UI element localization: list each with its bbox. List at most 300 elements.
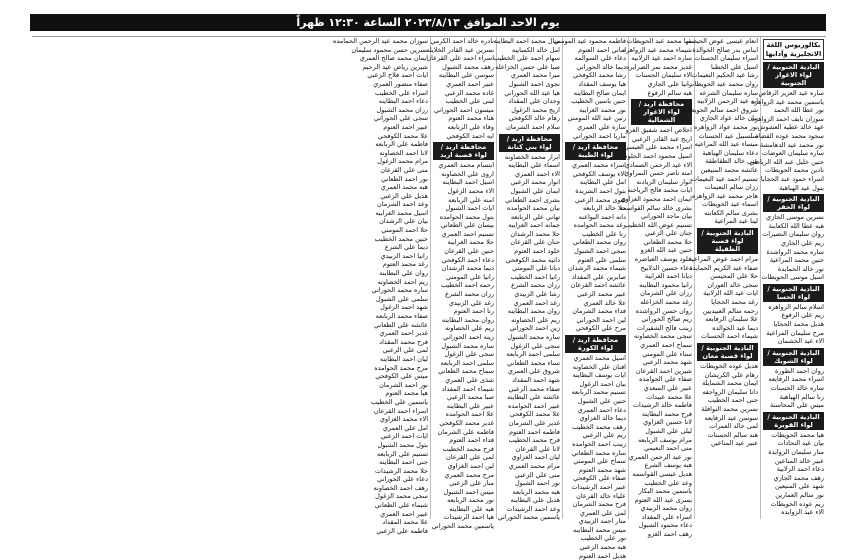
candidate-name: بشرى احمد الطعاني bbox=[505, 195, 560, 204]
candidate-name: نور علي الخطيب bbox=[580, 534, 626, 543]
candidate-name: سماح علي المومني bbox=[573, 457, 626, 466]
candidate-name: دانيه محمد الكوفحي bbox=[505, 255, 560, 264]
candidate-name: منار سليمان الزوايدة bbox=[768, 448, 824, 456]
program-title bbox=[763, 39, 824, 60]
candidate-name: رهف احمد الخصاونه bbox=[373, 483, 428, 492]
column-5 bbox=[493, 37, 562, 522]
candidate-name: وعد احمد الرشيدات bbox=[506, 504, 560, 513]
candidate-name: رهف محمد الجازي bbox=[773, 473, 824, 482]
candidate-name: ساره علي العمري bbox=[577, 122, 626, 131]
candidate-name: ديما خالد الحوراني bbox=[576, 62, 626, 71]
candidate-name: امل خالد الكسايبه bbox=[511, 45, 560, 54]
candidate-name: هديل علي الزعبي bbox=[380, 191, 428, 200]
name-columns bbox=[32, 36, 826, 560]
candidate-name: منار علي الزعبي bbox=[449, 479, 494, 488]
candidate-name: فداء محمد الشرمان bbox=[572, 307, 626, 316]
candidate-name: لين احمد الغزاوي bbox=[447, 461, 494, 470]
candidate-name: تسنيم عوض الله الخطيب bbox=[623, 220, 692, 229]
candidate-name: سماح محمد الطعاني bbox=[438, 367, 494, 376]
candidate-name: نور محمد الغرايبه bbox=[579, 105, 626, 114]
candidate-name: سهام احمد علي الخطيب bbox=[493, 54, 560, 63]
candidate-name: ماريا احمد الحوراني bbox=[572, 131, 626, 140]
candidate-name: عبير علي السعدي bbox=[643, 383, 692, 392]
candidate-name: رانيا علي المومني bbox=[445, 272, 494, 281]
candidate-name: رنا علي الخطيب bbox=[581, 229, 626, 238]
candidate-name: رانيا علي الجازي bbox=[647, 79, 692, 88]
candidate-name: روان محمد البطاينه bbox=[441, 315, 494, 324]
candidate-name: شروق احمد سالم الحويطات bbox=[681, 105, 758, 114]
column-6 bbox=[426, 37, 496, 531]
candidate-name: عبير احمد العمري bbox=[446, 79, 494, 88]
candidate-name: اسراء محمد علي العيسى bbox=[623, 143, 692, 152]
candidate-name: سناء محمد الطعاني bbox=[507, 358, 560, 367]
candidate-name: صفاء عيد الكريم الحمايدة bbox=[689, 263, 758, 272]
candidate-name: اريج عبد القادر الزعبي bbox=[631, 134, 692, 143]
candidate-name: ميرا محمد العمري bbox=[510, 71, 560, 80]
candidate-name: فرح محمد الشرمان bbox=[572, 500, 626, 509]
candidate-name: يسرى عيد الله العتوم bbox=[634, 495, 692, 504]
candidate-name: روان محمد عيد الحويطات bbox=[688, 79, 758, 88]
candidate-name: هبه علي البطاينه bbox=[449, 504, 494, 513]
candidate-name: حنين علي القرعان bbox=[444, 247, 494, 256]
candidate-name: ايات عيد الله الزلابية bbox=[703, 289, 758, 298]
column-2 bbox=[681, 37, 760, 519]
candidate-name: علياء خالد القرعان bbox=[576, 491, 626, 500]
candidate-name: صبا محمد الزعبي bbox=[446, 393, 494, 402]
candidate-name: سجى محمد الخصاونه bbox=[633, 332, 692, 341]
candidate-name: صفاء منصور العمري bbox=[373, 79, 428, 88]
candidate-name: عائشه محمد المنيعين bbox=[700, 165, 758, 174]
candidate-name: ريم احمد الخصاونه bbox=[377, 277, 428, 286]
candidate-name: بتول محمد الشبول bbox=[377, 440, 428, 449]
candidate-name: علا خالد العمري bbox=[583, 298, 626, 307]
candidate-name: دعاء سليمان الهباهبة bbox=[702, 148, 758, 157]
candidate-name: عائشه علي البطاينه bbox=[507, 393, 560, 402]
candidate-name: حلا خالد الربابعه bbox=[582, 204, 626, 213]
candidate-name: روان محمد الطعاني bbox=[572, 238, 626, 247]
candidate-name: دانه احمد البواعنه bbox=[578, 212, 626, 221]
candidate-name: سوزان محمد عيد الرحمن الحمامده bbox=[332, 37, 428, 45]
candidate-name: جنى احمد الخطيب bbox=[707, 396, 758, 405]
candidate-name: هبه سالم الرفوع bbox=[647, 88, 692, 97]
candidate-name: نور احمد الطعاني bbox=[381, 174, 428, 183]
candidate-name: فاطمه احمد العتوم bbox=[509, 427, 560, 436]
candidate-name: عائشه احمد القرعان bbox=[570, 281, 626, 290]
candidate-name: سلمى علي العتوم bbox=[577, 255, 626, 264]
candidate-name: ايات يوسف البطاينه bbox=[572, 371, 626, 380]
candidate-name: ابرار محمد الخصاونه bbox=[504, 152, 560, 161]
candidate-name: هبه محمد الربابعه bbox=[512, 487, 560, 496]
candidate-name: فداء احمد العتوم bbox=[449, 436, 494, 445]
candidate-name: انوار سليمان الزيادنه bbox=[636, 177, 692, 186]
candidate-name: شيماء احمد المقداد bbox=[441, 384, 494, 393]
region-heading: محافظة اربد / لواء بني كنانة bbox=[499, 134, 560, 152]
candidate-name: سلمى علي الشبول bbox=[376, 294, 428, 303]
candidate-name: اسراء حمود عبد الحجايا bbox=[760, 174, 824, 183]
candidate-name: هديل علي البطاينه bbox=[510, 496, 560, 505]
candidate-name: مرام محمد العمري bbox=[508, 461, 560, 470]
candidate-name: رزان محمد الشرع bbox=[445, 290, 494, 299]
candidate-name: نور سالم العمارين bbox=[775, 490, 824, 499]
candidate-name: لمى علي القرعان bbox=[445, 453, 494, 462]
candidate-name: حنين محمد الخطيب bbox=[374, 234, 428, 243]
candidate-name: بشرى خالد سالم القواسمه bbox=[619, 203, 692, 212]
candidate-name: ساره خالد الحسنات bbox=[770, 384, 824, 393]
candidate-name: الاء سليمان الحسنات bbox=[635, 71, 692, 80]
candidate-name: ميساء عيد الله المراعيه bbox=[694, 140, 758, 149]
candidate-name: وفاء علي الربابعه bbox=[447, 122, 494, 131]
candidate-name: مرح علي الكوفحي bbox=[575, 324, 626, 333]
candidate-name: رانيا احمد الزبيدي bbox=[380, 251, 428, 260]
candidate-name: سجى علي الزغول bbox=[510, 341, 560, 350]
candidate-name: مرام احمد عوض المراعية bbox=[688, 255, 758, 264]
candidate-name: نادين محمد الحويطات bbox=[764, 166, 824, 175]
candidate-name: حنين محمد المراعية bbox=[769, 256, 824, 265]
candidate-name: رهام علي الكريشان bbox=[704, 370, 758, 379]
candidate-name: فرح محمد البطاينه bbox=[641, 409, 692, 418]
candidate-name: غدير احمد العمري bbox=[379, 329, 428, 338]
candidate-name: اسماء عيد الحويطات bbox=[701, 200, 758, 209]
candidate-name: نسرين محمد النوافلة bbox=[701, 404, 758, 413]
candidate-name: اسلام سالم الزواهره bbox=[768, 302, 824, 311]
candidate-name: ياسمين محمد عيد الزواهره bbox=[751, 97, 824, 106]
candidate-name: نور محمد عواد الزواهره bbox=[693, 122, 758, 131]
candidate-name: شيماء محمد عيد الزواهره bbox=[622, 45, 692, 54]
candidate-name: روان محمد الزبيدي bbox=[640, 504, 692, 513]
candidate-name: اسراء علي الخطيب bbox=[375, 88, 428, 97]
candidate-name: روان محمد البطاينه bbox=[507, 307, 560, 316]
candidate-name: رغد علي الزبيدي bbox=[448, 298, 494, 307]
candidate-name: روان حسن الرواشده bbox=[635, 306, 692, 315]
candidate-name: امل علي البطاينه bbox=[579, 178, 626, 187]
candidate-name: اسيل موسى الحويطات bbox=[761, 273, 824, 282]
candidate-name: رهف محمد الشبول bbox=[442, 62, 494, 71]
candidate-name: ديانا علي المومني bbox=[512, 264, 560, 273]
candidate-name: هبه عطا الله الكعابنة bbox=[768, 221, 824, 230]
candidate-name: وجدان علي المقداد bbox=[508, 97, 560, 106]
candidate-name: ريم علي الخصاونه bbox=[445, 324, 494, 333]
candidate-name: ساره سليمان الشرعه bbox=[699, 88, 758, 97]
candidate-name: شروق علي العمري bbox=[507, 367, 560, 376]
candidate-name: حنين علي الشبول bbox=[577, 396, 626, 405]
candidate-name: رحمه سالم العبيديين bbox=[702, 306, 758, 315]
candidate-name: شيماء محمد الرشدان bbox=[568, 264, 626, 273]
candidate-name: شهد محمد العتوم bbox=[578, 465, 626, 474]
candidate-name: تسنيم علي الربابعه bbox=[376, 449, 428, 458]
candidate-name: الاء عيد الرحمن الصمادي bbox=[624, 160, 692, 169]
candidate-name: ياسمين محمد الحوراني bbox=[497, 513, 560, 522]
candidate-name: اسيل علي الخطبا bbox=[711, 62, 758, 71]
candidate-name: منال محمد احمد البطاينه bbox=[493, 37, 560, 45]
candidate-name: هديل محمد الحجايا bbox=[773, 320, 824, 329]
candidate-name: حلا محمد الغرايبه bbox=[447, 238, 494, 247]
candidate-name: منى خالد الطقاطقة bbox=[705, 157, 758, 166]
candidate-name: ليان احمد البطاينه bbox=[379, 354, 428, 363]
candidate-name: هبه محمد الزعبي bbox=[579, 543, 626, 552]
candidate-name: هبه محمد العمري bbox=[380, 183, 428, 192]
candidate-name: رهف محمد الخطيب bbox=[572, 422, 626, 431]
candidate-name: سلمى احمد الربابعه bbox=[506, 350, 560, 359]
candidate-name: غدير علي الشرمان bbox=[508, 418, 560, 427]
candidate-name: رغد محمد الخزاعله bbox=[640, 298, 692, 307]
candidate-name: منار احمد الزبيدي bbox=[578, 517, 626, 526]
candidate-name: جنان علي الزعبي bbox=[645, 229, 692, 238]
candidate-name: ديما علي الشرع bbox=[384, 243, 428, 252]
candidate-name: تسنيم احمد عيد النعيمات bbox=[690, 174, 758, 183]
candidate-name: بيان عيد النجادات bbox=[777, 439, 824, 448]
candidate-name: حنين خليل عبد الله الرياطي bbox=[749, 157, 824, 166]
candidate-name: مرام يوسف الربابعه bbox=[638, 435, 692, 444]
candidate-name: ايمان علي الشبول bbox=[510, 186, 560, 195]
candidate-name: شهد علي المنيعين bbox=[775, 482, 824, 491]
candidate-name: زينب فالح الشقيرات bbox=[636, 323, 692, 332]
candidate-name: ساره محمد الرواشدة bbox=[766, 247, 824, 256]
candidate-name: شيرين رياض عيد الرحيم bbox=[362, 62, 428, 71]
candidate-name: حنين عبد الله الغزو bbox=[640, 246, 692, 255]
column-1 bbox=[749, 37, 826, 519]
candidate-name: عبير محمد الزعبي bbox=[577, 290, 626, 299]
candidate-name: ياسمين محمد البكار bbox=[638, 487, 692, 496]
candidate-name: دعاء محمود الشبول bbox=[638, 521, 692, 530]
candidate-name: ساره محمد الشبول bbox=[507, 333, 560, 341]
candidate-name: ايمان محمد الشمايلة bbox=[702, 379, 758, 388]
region-heading: البادية الجنوبية / لواء الشوبك bbox=[763, 348, 824, 366]
region-heading: البادية الجنوبية / لواء الحسا bbox=[763, 284, 824, 302]
candidate-name: اسيل محمود احمد الحلوه bbox=[624, 151, 692, 160]
candidate-name: الاء عيد الخشمان bbox=[777, 337, 824, 346]
candidate-name: هديل عوده الحويطات bbox=[700, 362, 758, 370]
candidate-name: زينب احمد الحوامده bbox=[572, 439, 626, 448]
candidate-name: ليلى علي الشبول bbox=[645, 426, 692, 435]
candidate-name: جمانه احمد الغرايبه bbox=[508, 221, 560, 230]
candidate-name: علا احمد الحوامده bbox=[445, 410, 494, 419]
candidate-name: تسنيم محمد الربابعه bbox=[571, 388, 626, 397]
candidate-name: وعد احمد الشرمان bbox=[377, 200, 428, 209]
candidate-name: اسراء محمد الرفايعه bbox=[768, 375, 824, 384]
candidate-name: عبير خالد المناعين bbox=[774, 456, 824, 465]
candidate-name: ميس علي الكوفحي bbox=[375, 372, 428, 381]
candidate-name: بشرى سالم الكعابنه bbox=[704, 208, 758, 217]
candidate-name: ايات احمد الزعبي bbox=[380, 432, 428, 441]
candidate-name: عبير احمد الحوامده bbox=[508, 401, 560, 410]
candidate-name: الاء محمد الغزاوي bbox=[379, 415, 428, 424]
candidate-name: دعاء علي السوالمه bbox=[574, 54, 626, 63]
candidate-name: رانيا محمود البطاينه bbox=[639, 280, 692, 289]
header-title: يوم الاحد الموافق ٢٠٢٣/٨/١٣ الساعة ١٢:٣٠ ظهراً bbox=[296, 16, 560, 29]
candidate-name: رشا محمد الكوفحي bbox=[573, 71, 626, 80]
candidate-name: لينا عيد المراعية bbox=[714, 217, 758, 226]
candidate-name: مها محمد عبد الحويطات bbox=[626, 37, 692, 45]
candidate-name: ايمان محمد صالح العمري bbox=[359, 54, 428, 63]
candidate-name: هيا محمد الحويطات bbox=[771, 430, 824, 439]
candidate-name: انوار محمد الزعبي bbox=[510, 178, 560, 187]
candidate-name: بيسان علي الطعاني bbox=[440, 221, 494, 230]
candidate-name: الاء محمد الزغول bbox=[447, 186, 494, 195]
candidate-name: سلمى احمد الربابعه bbox=[440, 358, 494, 367]
candidate-name: لمى علي الزعبي bbox=[382, 346, 428, 355]
program-title-text: بكالوريوس اللغة الانجليزية وآدابها bbox=[765, 41, 822, 58]
candidate-name: شهد محمد الزعبي bbox=[642, 358, 692, 367]
page-header bbox=[30, 14, 826, 31]
region-heading: محافظة اربد / لواء الاغوار الشمالية bbox=[631, 99, 692, 125]
candidate-name: نسرين حسن محمود سليمان bbox=[351, 45, 428, 54]
candidate-name: شهد احمد المقداد bbox=[512, 375, 560, 384]
candidate-name: ريم علي الخصاونه bbox=[511, 315, 560, 324]
candidate-name: صفاء محمد الزعبي bbox=[508, 384, 560, 393]
candidate-name: رزان سالم النعيمات bbox=[704, 183, 758, 192]
candidate-name: بتول احمد الشريدة bbox=[575, 186, 626, 195]
region-heading: محافظة اربد / لواء قصبة اربد bbox=[433, 142, 494, 160]
candidate-name: ساره احمد عيد الزلابيه bbox=[631, 54, 692, 63]
candidate-name: رغد محمد العتوم bbox=[382, 260, 428, 269]
candidate-name: نور عطا الله الحمد bbox=[773, 106, 824, 115]
candidate-name: بيان محمد الحوامده bbox=[507, 204, 560, 213]
candidate-name: نور احمد الشبول bbox=[514, 479, 560, 488]
candidate-name: هبه يوسف الشرع bbox=[644, 461, 692, 470]
candidate-name: انعام عيسى عوض الحيصة bbox=[687, 37, 758, 45]
candidate-name: ساره محمد الحوراني bbox=[371, 286, 428, 295]
candidate-name: ساره محمد الشبول bbox=[441, 341, 494, 350]
candidate-name: عبير احمد العتوم bbox=[383, 122, 428, 131]
candidate-name: فرح محمد الخطيب bbox=[508, 436, 560, 445]
candidate-name: ايات احمد فلاح الزعبي bbox=[367, 71, 428, 80]
candidate-name: منى علي القرعان bbox=[380, 165, 428, 174]
candidate-name: هاجر محمد عيد الزواهره bbox=[691, 191, 758, 200]
candidate-name: اسراء سليمان الحسنات bbox=[694, 54, 758, 63]
region-heading: البادية الجنوبية / لواء قصبة معان bbox=[697, 343, 758, 361]
candidate-name: هناء محمد العتوم bbox=[448, 114, 494, 123]
candidate-name: ساره محمد الطعاني bbox=[571, 448, 626, 457]
candidate-name: شذى علي العمري bbox=[445, 375, 494, 384]
candidate-name: هيا محمد العتوم bbox=[385, 389, 428, 398]
candidate-name: تسنيم احمد العمري bbox=[441, 229, 494, 238]
candidate-name: رانيا احمد الخطيب bbox=[510, 272, 560, 281]
candidate-name: رهف احمد الغزو bbox=[647, 530, 692, 539]
candidate-name: نور احمد الشرمان bbox=[379, 380, 428, 389]
candidate-name: صفاء محمد الربابعه bbox=[375, 312, 428, 320]
candidate-name: اسراء احمد القرعان bbox=[373, 406, 428, 415]
candidate-name: رغد احمد العمري bbox=[513, 298, 560, 307]
region-heading: محافظة اربد / لواء الكورة bbox=[565, 335, 626, 353]
candidate-name: سجى احمد الشبول bbox=[574, 247, 626, 256]
candidate-name: علا محمد الكوفحي bbox=[377, 131, 428, 140]
candidate-name: سماح احمد العمري bbox=[640, 341, 692, 349]
candidate-name: ايناس بدر صالح الخوالدة bbox=[692, 45, 758, 54]
candidate-name: رهام خالد الكوفحي bbox=[508, 114, 560, 123]
candidate-name: روان سليمان النصيرات bbox=[762, 230, 824, 239]
candidate-name: زينه احمد الحوراني bbox=[442, 333, 494, 341]
candidate-name: صابرين علي المقداد bbox=[571, 272, 626, 281]
candidate-name: الاء احمد العمري bbox=[514, 169, 560, 178]
candidate-name: اسراء علي المقداد bbox=[641, 512, 692, 521]
candidate-name: ايمان احمد محمود الغزاوي bbox=[620, 194, 692, 203]
candidate-name: غاده محمد الزعبي bbox=[444, 88, 494, 97]
candidate-name: فرح محمد الخطيب bbox=[442, 444, 494, 453]
candidate-name: علا محمد عبيدات bbox=[646, 392, 692, 401]
candidate-name: رشا علي الزبيدي bbox=[514, 290, 560, 299]
candidate-name: نور محمد الربابعه bbox=[447, 496, 494, 505]
candidate-name: ديانا احمد الغرايبة bbox=[644, 272, 692, 281]
region-heading: البادية الجنوبية / لواء الاغوار الجنوبية bbox=[763, 62, 824, 88]
candidate-name: رشا عيد الحكيم النعيمات bbox=[691, 71, 758, 80]
candidate-name: ياسمين محمد الحوراني bbox=[431, 522, 494, 531]
candidate-name: عهد خالد عطيه العشوش bbox=[757, 123, 824, 132]
candidate-name: دانا سليمان الرواجفه bbox=[702, 387, 758, 396]
candidate-name: حنان علي القرعان bbox=[510, 238, 560, 247]
candidate-name: ليان احمد الغزاوي bbox=[511, 453, 560, 462]
candidate-name: بتول محمد الحوامده bbox=[439, 212, 494, 221]
candidate-name: بيان احمد الزغول bbox=[579, 379, 626, 388]
candidate-name: سلام احمد الشرمان bbox=[506, 122, 560, 131]
candidate-name: هديل عيسى القواسمه bbox=[632, 469, 692, 478]
candidate-name: وعد علي الخطيب bbox=[644, 478, 692, 487]
candidate-name: صفاء علي الحوامده bbox=[639, 375, 692, 384]
candidate-name: ميس احمد الشبول bbox=[443, 487, 494, 496]
candidate-name: بيان ماجد الحوراني bbox=[640, 212, 692, 221]
candidate-name: مرح محمد الحوامده bbox=[374, 363, 428, 372]
candidate-name: حلا محمد الرشدان bbox=[510, 229, 560, 238]
candidate-name: شهد احمد الزغول bbox=[380, 303, 428, 312]
candidate-name: نادره خالد احمد الكرمي bbox=[430, 37, 494, 45]
candidate-name: اسيل محمد العمري bbox=[573, 354, 626, 362]
region-heading: البادية الجنوبية / لواء قصبة الطفيلة bbox=[697, 228, 758, 254]
candidate-name: عبير عيد المناعين bbox=[710, 439, 758, 448]
candidate-name: هيا احمد الرشيدات bbox=[443, 513, 494, 522]
candidate-name: اريج محمد الزغول bbox=[511, 105, 560, 114]
candidate-name: اروى علي الخصاونه bbox=[441, 169, 494, 178]
candidate-name: رنا سالم الهباهبة bbox=[779, 392, 824, 401]
candidate-name: حلا محمد الرشيدات bbox=[375, 466, 428, 475]
candidate-name: مرح سليمان المراعية bbox=[766, 328, 824, 337]
candidate-name: اخلاص احمد شفيق الغزو bbox=[625, 126, 692, 135]
candidate-name: رغد محمد الحجايا bbox=[711, 298, 758, 307]
candidate-name: نور خالد الحمايدة bbox=[777, 264, 824, 273]
candidate-name: حلا علي المحيسن bbox=[710, 272, 758, 281]
candidate-name: اسماء علي البطاينه bbox=[508, 161, 560, 170]
candidate-name: سلسبيل عيد الحسنات bbox=[698, 131, 758, 140]
candidate-name: غدير محمد نمر الصرايره bbox=[625, 62, 692, 71]
candidate-name: فاطمه علي الربابعه bbox=[375, 140, 428, 149]
candidate-name: سجى محمد الزغول bbox=[375, 492, 428, 501]
candidate-name: فاطمه محمود عيد المومني bbox=[553, 37, 626, 45]
candidate-name: فاطمه علي الزعبي bbox=[376, 526, 428, 535]
candidate-name: علا سليمان الرفايعه bbox=[705, 315, 758, 324]
candidate-name: ميس علي المحاسنة bbox=[770, 401, 824, 410]
candidate-name: نجوى احمد الشبول bbox=[508, 79, 560, 88]
candidate-name: ميس محمد البطاينه bbox=[572, 525, 626, 534]
candidate-name: سناء علي المومني bbox=[642, 349, 692, 358]
candidate-name: حلا محمد الطعاني bbox=[643, 237, 692, 246]
candidate-name: ايات احمد الشبول bbox=[445, 204, 494, 213]
candidate-name: شيرين احمد القرعان bbox=[635, 366, 692, 375]
candidate-name: عائشه علي الطعاني bbox=[374, 320, 428, 329]
candidate-name: تقوى محمد الزعبي bbox=[574, 195, 626, 204]
candidate-name: سجى علي الزغول bbox=[444, 350, 494, 359]
region-heading: البادية الجنوبية / لواء القويرة bbox=[763, 412, 824, 430]
candidate-name: منى علي الزعبي bbox=[514, 470, 560, 479]
candidate-name: الاء عيد الزوايده bbox=[781, 508, 824, 517]
candidate-name: لانا علي القرعان bbox=[515, 444, 560, 453]
candidate-name: حلا احمد المومني bbox=[381, 226, 428, 235]
candidate-name: نور عيد الرحمن العمري bbox=[628, 452, 692, 461]
candidate-name: زين احمد الحوراني bbox=[509, 324, 560, 333]
candidate-name: ديما خالد الغزاوي bbox=[579, 414, 626, 423]
candidate-name: منى احمد النعيمي bbox=[643, 444, 692, 453]
candidate-name: رحمه احمد الخطيب bbox=[440, 281, 494, 290]
candidate-name: ديما محمد الرشدان bbox=[441, 264, 494, 273]
candidate-name: علا محمد الكوفحي bbox=[509, 410, 560, 419]
candidate-name: تهاني علي الربابعه bbox=[510, 212, 560, 221]
